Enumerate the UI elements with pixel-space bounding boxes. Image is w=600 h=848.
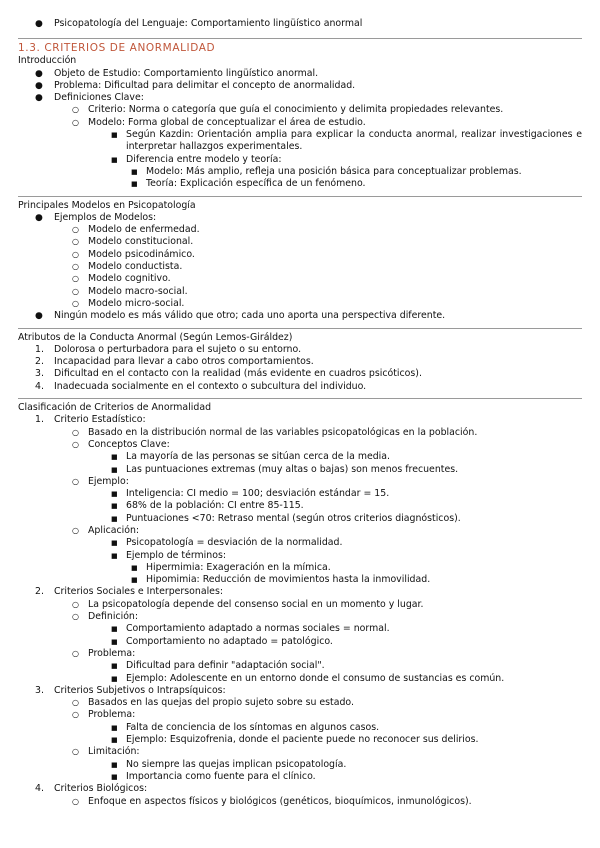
list-item: ○ Modelo cognitivo. xyxy=(72,273,171,285)
list-item: ● Definiciones Clave: xyxy=(35,92,144,104)
list-item: ■ Inteligencia: CI medio = 100; desviación estándar = 15. xyxy=(111,488,390,500)
section-title: 1.3. CRITERIOS DE ANORMALIDAD xyxy=(18,42,216,55)
divider xyxy=(18,398,582,399)
list-item: ● Psicopatología del Lenguaje: Comportamiento lingüístico anormal xyxy=(35,18,363,29)
list-item: ● Ejemplos de Modelos: xyxy=(35,211,157,223)
attributes-heading: Atributos de la Conducta Anormal (Según Lemos-Giráldez) xyxy=(18,331,293,343)
list-item: 4. Inadecuada socialmente en el contexto o subcultura del individuo. xyxy=(35,380,367,392)
list-item: ○ Modelo constitucional. xyxy=(72,236,194,248)
list-item: ■ Teoría: Explicación específica de un fenómeno. xyxy=(131,178,366,190)
list-item: 4. Criterios Biológicos: xyxy=(35,783,148,795)
list-item: ● Objeto de Estudio: Comportamiento lingüístico anormal. xyxy=(35,67,319,79)
list-item: 1. Criterio Estadístico: xyxy=(35,414,146,426)
list-item: ○ Ejemplo: xyxy=(72,475,129,487)
list-item: ■ 68% de la población: CI entre 85-115. xyxy=(111,500,304,512)
list-item: ● Ningún modelo es más válido que otro; cada uno aporta una perspectiva diferente. xyxy=(35,310,446,322)
list-item: ■ Hipermimia: Exageración en la mímica. xyxy=(131,561,331,573)
list-item: 2. Incapacidad para llevar a cabo otros comportamientos. xyxy=(35,356,314,368)
list-item: ■ Ejemplo de términos: xyxy=(111,549,226,561)
list-item: ○ La psicopatología depende del consenso social en un momento y lugar. xyxy=(72,598,424,610)
list-item: ■ Modelo: Más amplio, refleja una posición básica para conceptualizar problemas. xyxy=(131,165,522,177)
list-item: ○ Conceptos Clave: xyxy=(72,438,170,450)
list-item: ■ Dificultad para definir "adaptación social". xyxy=(111,660,325,672)
attributes-block xyxy=(0,332,600,395)
divider xyxy=(18,38,582,39)
list-item: ○ Modelo conductista. xyxy=(72,261,183,273)
top-list xyxy=(0,18,600,30)
list-item: ○ Aplicación: xyxy=(72,524,140,536)
list-item: ○ Modelo de enfermedad. xyxy=(72,224,200,236)
list-item: ○ Problema: xyxy=(72,647,136,659)
list-item: 2. Criterios Sociales e Interpersonales: xyxy=(35,586,223,598)
list-item: ○ Limitación: xyxy=(72,746,140,758)
list-item: ■ Diferencia entre modelo y teoría: xyxy=(111,153,282,165)
list-item: 3. Dificultad en el contacto con la realidad (más evidente en cuadros psicóticos). xyxy=(35,368,422,380)
list-item: ■ No siempre las quejas implican psicopatología. xyxy=(111,758,347,770)
list-item: ○ Modelo micro-social. xyxy=(72,297,185,309)
divider xyxy=(18,328,582,329)
classification-heading: Clasificación de Criterios de Anormalidad xyxy=(18,402,212,414)
list-item: ○ Modelo psicodinámico. xyxy=(72,248,195,260)
list-item: ● Problema: Dificultad para delimitar el concepto de anormalidad. xyxy=(35,79,356,91)
list-item: ○ Criterio: Norma o categoría que guía el conocimiento y delimita propiedades relevantes. xyxy=(72,104,504,116)
list-item: ○ Modelo: Forma global de conceptualizar el área de estudio. xyxy=(72,116,366,128)
list-item: ■ Las puntuaciones extremas (muy altas o bajas) son menos frecuentes. xyxy=(111,463,459,475)
list-item: ○ Modelo macro-social. xyxy=(72,285,188,297)
list-item: ■ Hipomimia: Reducción de movimientos hasta la inmovilidad. xyxy=(131,574,431,586)
classification-block xyxy=(0,402,600,810)
models-heading: Principales Modelos en Psicopatología xyxy=(18,199,196,211)
list-item: ■ Falta de conciencia de los síntomas en algunos casos. xyxy=(111,721,380,733)
list-item: ■ Puntuaciones <70: Retraso mental (según otros criterios diagnósticos). xyxy=(111,512,461,524)
list-item: ■ Importancia como fuente para el clínico. xyxy=(111,770,316,782)
list-item: 1. Dolorosa o perturbadora para el sujeto o su entorno. xyxy=(35,343,302,355)
list-item: ■ Comportamiento no adaptado = patológico. xyxy=(111,635,333,647)
list-item: ■ La mayoría de las personas se sitúan cerca de la media. xyxy=(111,451,391,463)
list-item: ○ Definición: xyxy=(72,611,139,623)
list-item: ■ Ejemplo: Adolescente en un entorno donde el consumo de sustancias es común. xyxy=(111,672,505,684)
list-item: ○ Problema: xyxy=(72,709,136,721)
list-item: ■ Ejemplo: Esquizofrenia, donde el paciente puede no reconocer sus delirios. xyxy=(111,734,479,746)
list-item: 3. Criterios Subjetivos o Intrapsíquicos: xyxy=(35,684,226,696)
list-item: ■ Psicopatología = desviación de la normalidad. xyxy=(111,537,343,549)
list-item: ○ Basados en las quejas del propio sujeto sobre su estado. xyxy=(72,697,354,709)
intro-block xyxy=(0,55,600,192)
list-item: ○ Enfoque en aspectos físicos y biológicos (genéticos, bioquímicos, inmunológicos). xyxy=(72,795,472,807)
list-item: ○ Basado en la distribución normal de las variables psicopatológicas en la población. xyxy=(72,426,478,438)
divider xyxy=(18,196,582,197)
intro-heading: Introducción xyxy=(18,55,77,67)
list-item: ■ Según Kazdin: Orientación amplia para explicar la conducta anormal, realizar investigaciones e interpretar hallazgos experimentales. xyxy=(111,129,582,153)
models-block xyxy=(0,200,600,325)
list-item: ■ Comportamiento adaptado a normas sociales = normal. xyxy=(111,623,390,635)
